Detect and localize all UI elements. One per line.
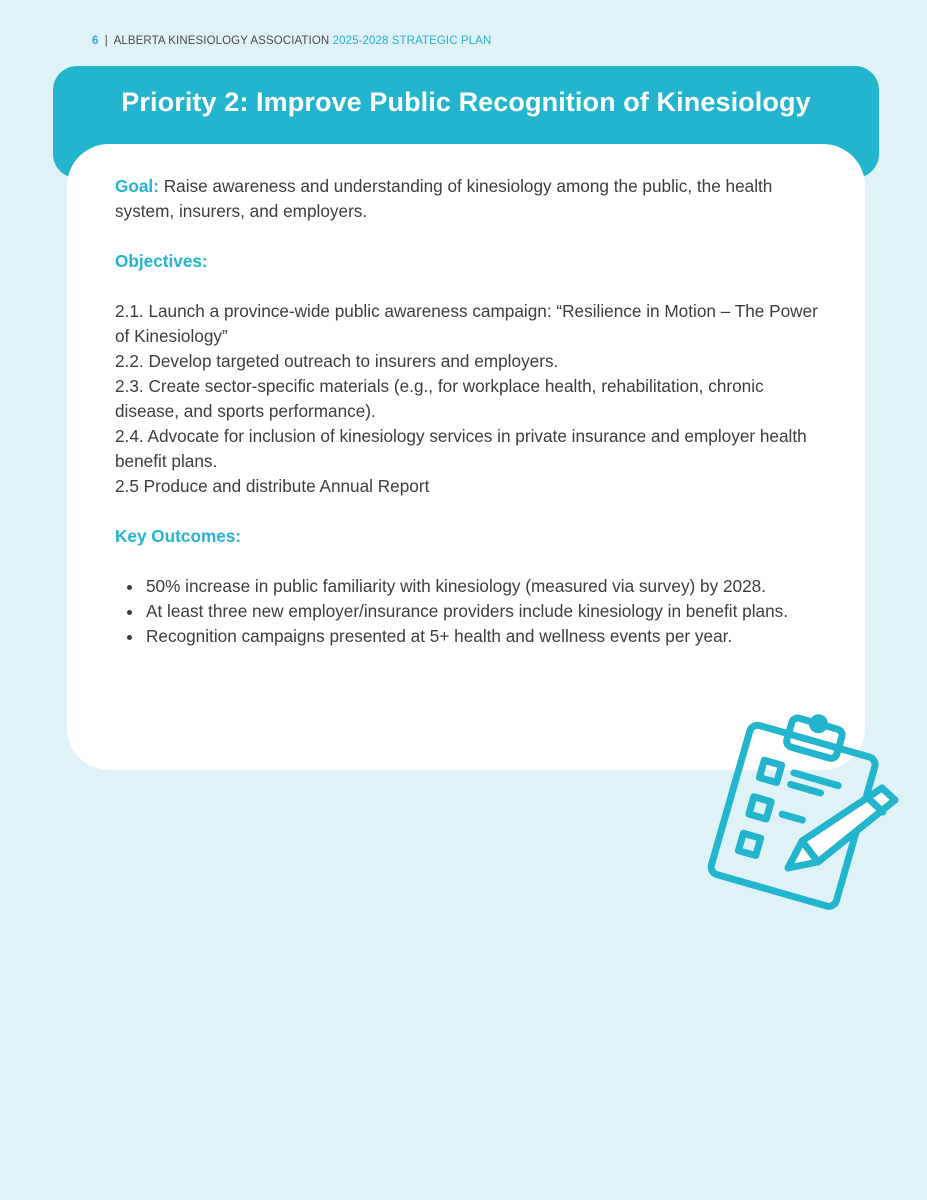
objectives-heading: Objectives: bbox=[115, 251, 208, 271]
objective-item: 2.4. Advocate for inclusion of kinesiology services in private insurance and employer health benefit plans. bbox=[115, 426, 807, 471]
outcome-item: Recognition campaigns presented at 5+ health and wellness events per year. bbox=[115, 624, 825, 649]
header-separator: | bbox=[104, 35, 108, 47]
goal-paragraph bbox=[115, 174, 825, 224]
clipboard-checklist-pencil-icon bbox=[690, 700, 905, 920]
outcome-item: 50% increase in public familiarity with kinesiology (measured via survey) by 2028. bbox=[115, 574, 825, 599]
goal-text: Raise awareness and understanding of kinesiology among the public, the health system, insurers, and employers. bbox=[115, 176, 773, 221]
objectives-list bbox=[115, 299, 825, 499]
goal-label: Goal: bbox=[115, 176, 159, 196]
objective-item: 2.5 Produce and distribute Annual Report bbox=[115, 476, 430, 496]
priority-content bbox=[115, 174, 825, 649]
pencil bbox=[788, 788, 895, 868]
outcomes-list bbox=[115, 574, 825, 649]
outcomes-heading: Key Outcomes: bbox=[115, 526, 242, 546]
outcome-item: At least three new employer/insurance providers include kinesiology in benefit plans. bbox=[115, 599, 825, 624]
header-organization: ALBERTA KINESIOLOGY ASSOCIATION bbox=[113, 35, 330, 47]
page-number: 6 bbox=[92, 35, 99, 47]
priority-title: Priority 2: Improve Public Recognition of Kinesiology bbox=[121, 87, 811, 117]
header-plan: 2025-2028 STRATEGIC PLAN bbox=[332, 35, 492, 47]
objective-item: 2.3. Create sector-specific materials (e.g., for workplace health, rehabilitation, chronic disease, and sports performance). bbox=[115, 376, 764, 421]
objective-item: 2.2. Develop targeted outreach to insurers and employers. bbox=[115, 351, 559, 371]
running-header bbox=[92, 35, 491, 47]
objective-item: 2.1. Launch a province-wide public awareness campaign: “Resilience in Motion – The Power of Kinesiology” bbox=[115, 301, 818, 346]
